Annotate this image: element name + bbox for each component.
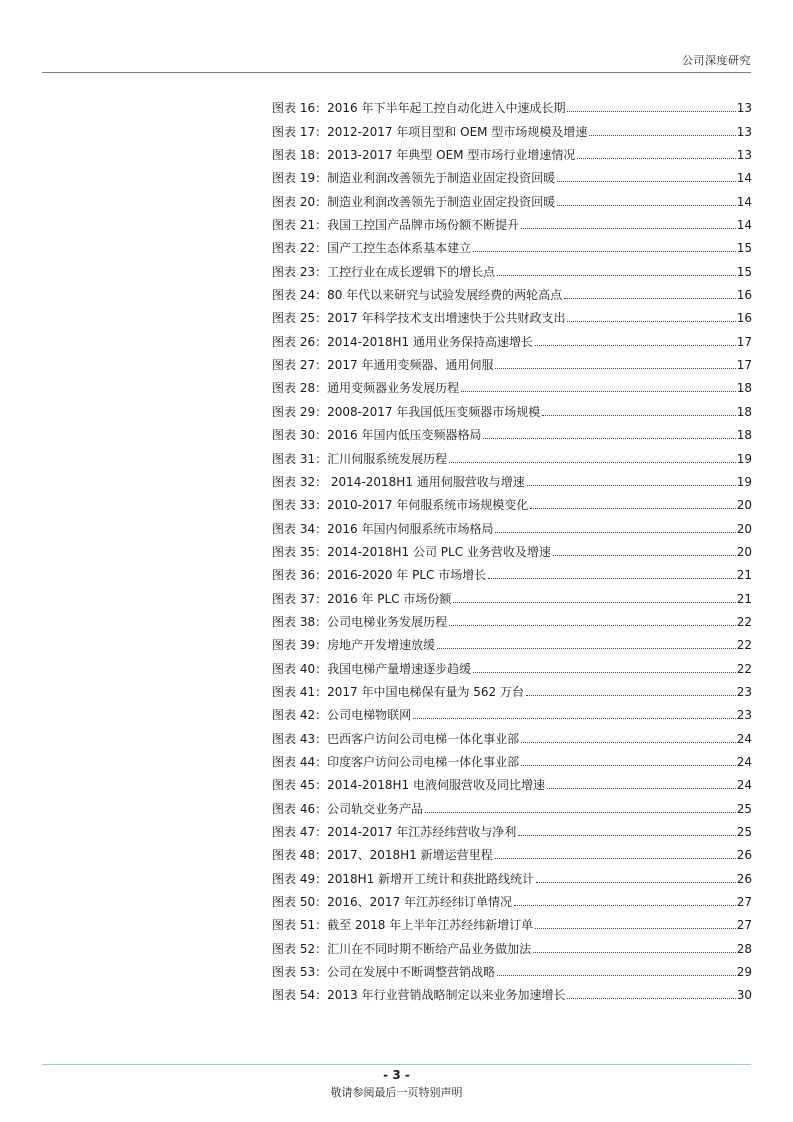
toc-dot-leader <box>564 298 736 299</box>
toc-entry-label: 图表 19：制造业利润改善领先于制造业固定投资回暖 <box>272 171 556 186</box>
toc-entry-page: 15 <box>736 264 752 279</box>
toc-entry-page: 29 <box>736 965 752 980</box>
toc-entry-page: 15 <box>736 241 752 256</box>
toc-entry[interactable] <box>272 607 752 630</box>
toc-entry-label: 图表 42：公司电梯物联网 <box>272 708 412 723</box>
toc-dot-leader <box>488 578 735 579</box>
toc-dot-leader <box>589 135 735 136</box>
toc-dot-leader <box>495 858 736 859</box>
toc-entry-page: 23 <box>736 684 752 699</box>
toc-entry-page: 20 <box>736 498 752 513</box>
toc-dot-leader <box>526 695 736 696</box>
toc-dot-leader <box>497 275 736 276</box>
toc-entry[interactable] <box>272 420 752 443</box>
toc-entry-page: 19 <box>736 451 752 466</box>
toc-entry[interactable] <box>272 163 752 186</box>
toc-entry-label: 图表 36：2016-2020 年 PLC 市场增长 <box>272 568 487 583</box>
toc-entry[interactable] <box>272 957 752 980</box>
toc-entry[interactable] <box>272 303 752 326</box>
toc-entry-page: 20 <box>736 544 752 559</box>
toc-entry-page: 24 <box>736 754 752 769</box>
toc-dot-leader <box>535 345 736 346</box>
toc-entry[interactable] <box>272 677 752 700</box>
toc-entry-page: 16 <box>736 311 752 326</box>
toc-dot-leader <box>557 205 736 206</box>
toc-entry[interactable] <box>272 326 752 349</box>
toc-entry-label: 图表 27：2017 年通用变频器、通用伺服 <box>272 358 494 373</box>
toc-entry-label: 图表 30：2016 年国内低压变频器格局 <box>272 428 482 443</box>
toc-entry[interactable] <box>272 93 752 116</box>
toc-entry[interactable] <box>272 887 752 910</box>
toc-entry-page: 23 <box>736 708 752 723</box>
header-divider <box>42 72 751 73</box>
toc-entry-label: 图表 38：公司电梯业务发展历程 <box>272 614 448 629</box>
toc-entry[interactable] <box>272 747 752 770</box>
toc-dot-leader <box>536 882 736 883</box>
toc-dot-leader <box>567 998 735 999</box>
toc-entry[interactable] <box>272 513 752 536</box>
toc-entry-label: 图表 48：2017、2018H1 新增运营里程 <box>272 848 493 863</box>
toc-dot-leader <box>497 975 736 976</box>
toc-dot-leader <box>425 812 736 813</box>
toc-entry[interactable] <box>272 396 752 419</box>
toc-dot-leader <box>521 228 736 229</box>
toc-entry-label: 图表 34：2016 年国内伺服系统市场格局 <box>272 521 494 536</box>
toc-dot-leader <box>553 555 736 556</box>
toc-entry[interactable] <box>272 700 752 723</box>
toc-entry-page: 22 <box>736 614 752 629</box>
toc-dot-leader <box>518 835 735 836</box>
toc-dot-leader <box>453 602 735 603</box>
toc-entry[interactable] <box>272 350 752 373</box>
toc-dot-leader <box>547 788 736 789</box>
toc-entry-page: 13 <box>736 148 752 163</box>
toc-entry-label: 图表 51：截至 2018 年上半年江苏经纬新增订单 <box>272 918 534 933</box>
toc-entry-label: 图表 20：制造业利润改善领先于制造业固定投资回暖 <box>272 194 556 209</box>
toc-entry-page: 30 <box>736 988 752 1003</box>
toc-entry[interactable] <box>272 537 752 560</box>
toc-entry-label: 图表 29：2008-2017 年我国低压变频器市场规模 <box>272 404 541 419</box>
toc-dot-leader <box>449 625 736 626</box>
toc-dot-leader <box>533 952 736 953</box>
figure-list-toc <box>272 93 752 1003</box>
toc-entry[interactable] <box>272 840 752 863</box>
toc-entry-label: 图表 46：公司轨交业务产品 <box>272 801 424 816</box>
toc-entry-label: 图表 24：80 年代以来研究与试验发展经费的两轮高点 <box>272 288 563 303</box>
toc-entry[interactable] <box>272 467 752 490</box>
toc-entry-label: 图表 16：2016 年下半年起工控自动化进入中速成长期 <box>272 101 566 116</box>
toc-entry-page: 24 <box>736 731 752 746</box>
toc-entry-page: 18 <box>736 381 752 396</box>
toc-entry-label: 图表 33：2010-2017 年伺服系统市场规模变化 <box>272 498 529 513</box>
toc-entry-label: 图表 17：2012-2017 年项目型和 OEM 型市场规模及增速 <box>272 124 588 139</box>
toc-entry-page: 14 <box>736 194 752 209</box>
toc-entry[interactable] <box>272 793 752 816</box>
toc-entry[interactable] <box>272 910 752 933</box>
toc-dot-leader <box>437 648 736 649</box>
toc-dot-leader <box>527 485 736 486</box>
toc-entry-page: 13 <box>736 124 752 139</box>
toc-dot-leader <box>535 928 735 929</box>
toc-entry-label: 图表 35：2014-2018H1 公司 PLC 业务营收及增速 <box>272 544 551 559</box>
toc-entry-page: 14 <box>736 218 752 233</box>
toc-dot-leader <box>567 111 735 112</box>
toc-entry[interactable] <box>272 933 752 956</box>
toc-entry-page: 26 <box>736 871 752 886</box>
toc-entry-page: 21 <box>736 591 752 606</box>
toc-entry[interactable] <box>272 443 752 466</box>
page-number: - 3 - <box>383 1068 410 1082</box>
toc-entry-page: 16 <box>736 288 752 303</box>
toc-entry-page: 27 <box>736 895 752 910</box>
toc-entry-label: 图表 32： 2014-2018H1 通用伺服营收与增速 <box>272 474 525 489</box>
disclaimer-note: 敬请参阅最后一页特别声明 <box>330 1086 463 1099</box>
toc-entry-page: 22 <box>736 638 752 653</box>
toc-dot-leader <box>514 905 736 906</box>
toc-entry-label: 图表 18：2013-2017 年典型 OEM 型市场行业增速情况 <box>272 148 576 163</box>
toc-entry-page: 17 <box>736 358 752 373</box>
toc-entry-page: 18 <box>736 428 752 443</box>
toc-entry-page: 19 <box>736 474 752 489</box>
toc-entry-label: 图表 39：房地产开发增速放缓 <box>272 638 436 653</box>
toc-dot-leader <box>530 508 735 509</box>
footer-divider <box>42 1064 751 1065</box>
toc-dot-leader <box>567 321 735 322</box>
toc-entry-page: 27 <box>736 918 752 933</box>
toc-entry-label: 图表 26：2014-2018H1 通用业务保持高速增长 <box>272 334 533 349</box>
toc-entry-label: 图表 22：国产工控生态体系基本建立 <box>272 241 472 256</box>
toc-entry-page: 22 <box>736 661 752 676</box>
toc-entry-page: 18 <box>736 404 752 419</box>
toc-entry-label: 图表 41：2017 年中国电梯保有量为 562 万台 <box>272 684 524 699</box>
toc-entry-label: 图表 25：2017 年科学技术支出增速快于公共财政支出 <box>272 311 566 326</box>
toc-entry-page: 26 <box>736 848 752 863</box>
toc-entry[interactable] <box>272 116 752 139</box>
toc-entry-label: 图表 52：汇川在不同时期不断给产品业务做加法 <box>272 941 532 956</box>
toc-dot-leader <box>413 718 736 719</box>
toc-entry[interactable] <box>272 583 752 606</box>
toc-entry[interactable] <box>272 863 752 886</box>
toc-dot-leader <box>449 462 736 463</box>
toc-dot-leader <box>473 672 736 673</box>
toc-dot-leader <box>495 532 735 533</box>
toc-entry[interactable] <box>272 256 752 279</box>
toc-entry[interactable] <box>272 140 752 163</box>
toc-entry-label: 图表 28：通用变频器业务发展历程 <box>272 381 460 396</box>
toc-dot-leader <box>473 251 736 252</box>
toc-entry-label: 图表 49：2018H1 新增开工统计和获批路线统计 <box>272 871 535 886</box>
toc-entry-label: 图表 43：巴西客户访问公司电梯一体化事业部 <box>272 731 520 746</box>
toc-entry[interactable] <box>272 560 752 583</box>
toc-entry[interactable] <box>272 817 752 840</box>
toc-entry-page: 28 <box>736 941 752 956</box>
toc-entry-label: 图表 47：2014-2017 年江苏经纬营收与净利 <box>272 825 517 839</box>
toc-entry[interactable] <box>272 373 752 396</box>
toc-dot-leader <box>483 438 735 439</box>
toc-dot-leader <box>521 742 736 743</box>
toc-entry[interactable] <box>272 210 752 233</box>
toc-entry[interactable] <box>272 723 752 746</box>
toc-entry-label: 图表 45：2014-2018H1 电液伺服营收及同比增速 <box>272 778 545 793</box>
toc-entry-label: 图表 23：工控行业在成长逻辑下的增长点 <box>272 264 496 279</box>
toc-dot-leader <box>557 181 736 182</box>
toc-entry-page: 20 <box>736 521 752 536</box>
toc-dot-leader <box>521 765 736 766</box>
toc-entry-label: 图表 37：2016 年 PLC 市场份额 <box>272 591 452 606</box>
toc-entry-page: 25 <box>736 825 752 839</box>
toc-entry-label: 图表 53：公司在发展中不断调整营销战略 <box>272 965 496 980</box>
toc-entry-page: 14 <box>736 171 752 186</box>
toc-entry[interactable] <box>272 186 752 209</box>
toc-entry-label: 图表 31：汇川伺服系统发展历程 <box>272 451 448 466</box>
toc-entry[interactable] <box>272 653 752 676</box>
toc-entry-label: 图表 54：2013 年行业营销战略制定以来业务加速增长 <box>272 988 566 1003</box>
toc-entry[interactable] <box>272 630 752 653</box>
toc-entry-label: 图表 21：我国工控国产品牌市场份额不断提升 <box>272 218 520 233</box>
toc-dot-leader <box>461 391 736 392</box>
toc-entry[interactable] <box>272 770 752 793</box>
toc-dot-leader <box>495 368 735 369</box>
toc-entry[interactable] <box>272 490 752 513</box>
toc-entry-label: 图表 44：印度客户访问公司电梯一体化事业部 <box>272 754 520 769</box>
toc-dot-leader <box>577 158 735 159</box>
report-header-title: 公司深度研究 <box>682 54 751 67</box>
toc-entry-page: 13 <box>736 101 752 116</box>
toc-entry[interactable] <box>272 980 752 1003</box>
toc-entry-page: 17 <box>736 334 752 349</box>
toc-entry[interactable] <box>272 233 752 256</box>
toc-entry-label: 图表 40：我国电梯产量增速逐步趋缓 <box>272 661 472 676</box>
toc-entry[interactable] <box>272 280 752 303</box>
toc-dot-leader <box>542 415 735 416</box>
toc-entry-page: 24 <box>736 778 752 793</box>
toc-entry-page: 21 <box>736 568 752 583</box>
toc-entry-page: 25 <box>736 801 752 816</box>
toc-entry-label: 图表 50：2016、2017 年江苏经纬订单情况 <box>272 895 512 910</box>
